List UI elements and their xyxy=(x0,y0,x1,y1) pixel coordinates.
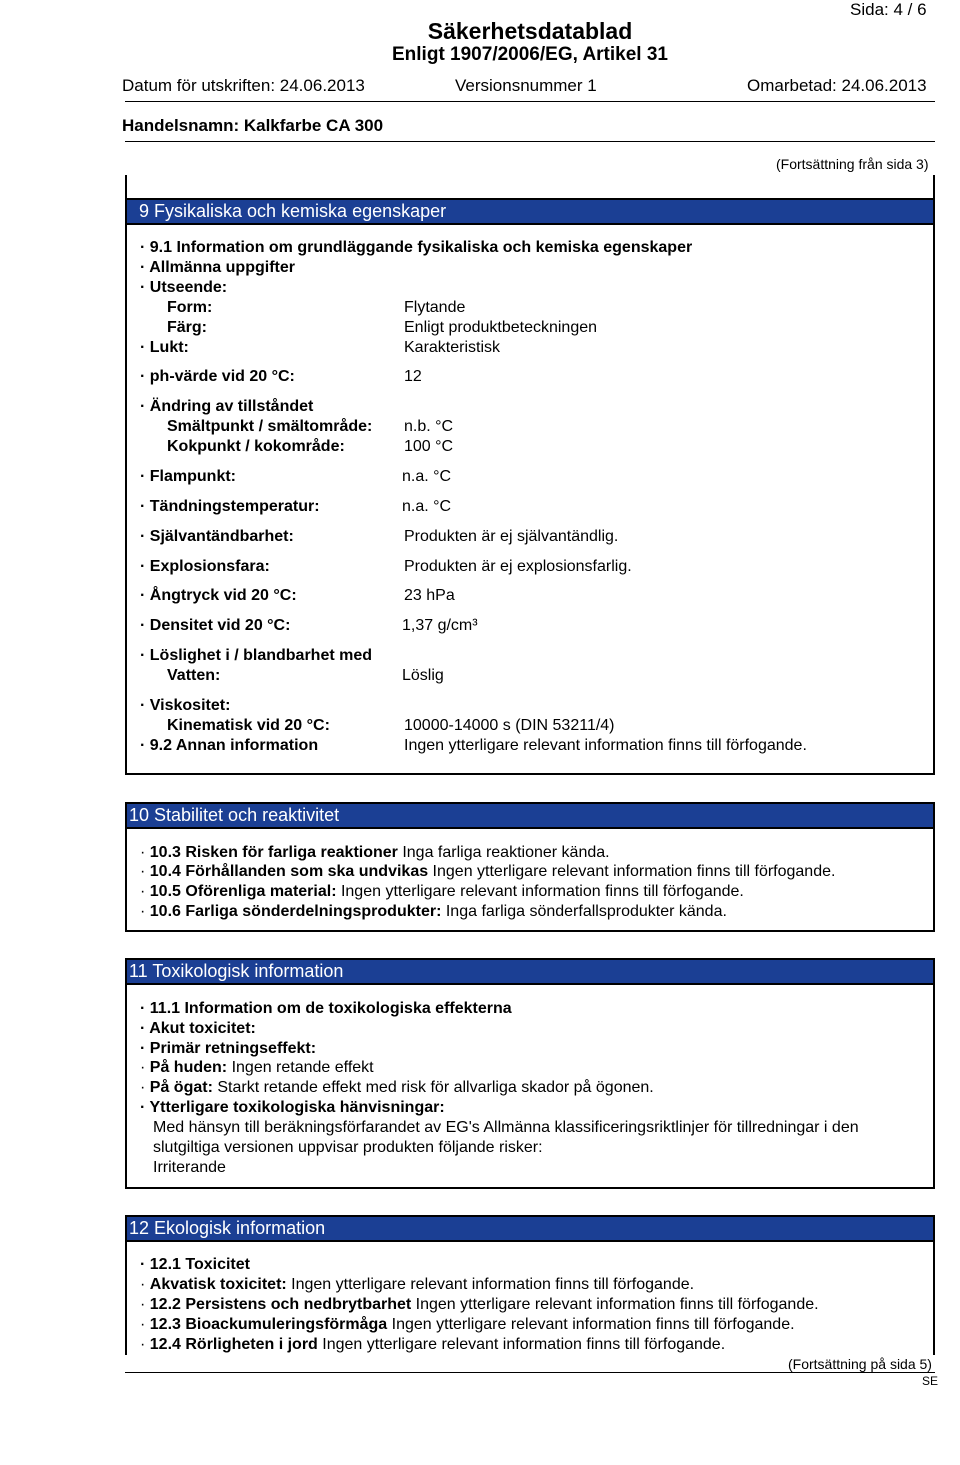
s11-row-1: · 11.1 Information om de toxikologiska effekterna xyxy=(140,1000,512,1017)
s11-row-8: slutgiltiga versionen uppvisar produkten följande risker: xyxy=(153,1139,543,1156)
s11-row-6: · Ytterligare toxikologiska hänvisningar: xyxy=(140,1099,445,1116)
s9-selfignition-label: · Självantändbarhet: xyxy=(140,528,294,545)
s9-color-label: Färg: xyxy=(167,319,207,336)
s10-row-2: · 10.4 Förhållanden som ska undvikas Ingen ytterligare relevant information finns till förfogande. xyxy=(140,863,836,880)
s9-kinematic-value: 10000-14000 s (DIN 53211/4) xyxy=(404,717,615,734)
s9-ignition-value: n.a. °C xyxy=(402,498,452,515)
country-code: SE xyxy=(922,1374,939,1388)
s12-row-3: · 12.2 Persistens och nedbrytbarhet Ingen ytterligare relevant information finns till förfogande. xyxy=(140,1296,819,1313)
section-9-title: 9 Fysikaliska och kemiska egenskaper xyxy=(125,198,935,225)
s9-viscosity: · Viskositet: xyxy=(140,697,231,714)
print-date: Datum för utskriften: 24.06.2013 xyxy=(122,76,365,95)
section-11-title: 11 Toxikologisk information xyxy=(125,958,935,985)
s12-row-5: · 12.4 Rörligheten i jord Ingen ytterligare relevant information finns till förfogande. xyxy=(140,1336,726,1353)
s10-row-4: · 10.6 Farliga sönderdelningsprodukter: Inga farliga sönderfallsprodukter kända. xyxy=(140,903,727,920)
s9-odor-label: · Lukt: xyxy=(140,339,189,356)
s11-row-7: Med hänsyn till beräkningsförfarandet av EG's Allmänna klassificeringsriktlinjer för tillredningar i den xyxy=(153,1119,859,1136)
s9-flash-value: n.a. °C xyxy=(402,468,452,485)
s9-melting-value: n.b. °C xyxy=(404,418,454,435)
s9-ph-label: · ph-värde vid 20 °C: xyxy=(140,368,295,385)
s9-info-heading: · 9.1 Information om grundläggande fysikaliska och kemiska egenskaper xyxy=(140,239,693,256)
continued-to: (Fortsättning på sida 5) xyxy=(788,1356,932,1372)
s9-appearance: · Utseende: xyxy=(140,279,228,296)
s9-ignition-label: · Tändningstemperatur: xyxy=(140,498,320,515)
s11-row-2: · Akut toxicitet: xyxy=(140,1020,256,1037)
footer-divider xyxy=(125,1372,935,1373)
s11-row-4: · På huden: Ingen retande effekt xyxy=(140,1059,374,1076)
s9-water-label: Vatten: xyxy=(167,667,221,684)
s11-row-9: Irriterande xyxy=(153,1159,226,1176)
s9-kinematic-label: Kinematisk vid 20 °C: xyxy=(167,717,330,734)
s12-row-2: · Akvatisk toxicitet: Ingen ytterligare relevant information finns till förfogande. xyxy=(140,1276,695,1293)
s9-boiling-value: 100 °C xyxy=(404,438,454,455)
s9-general: · Allmänna uppgifter xyxy=(140,259,295,276)
revised-date: Omarbetad: 24.06.2013 xyxy=(747,76,927,95)
s9-other-value: Ingen ytterligare relevant information finns till förfogande. xyxy=(404,737,807,754)
s11-row-5: · På ögat: Starkt retande effekt med risk för allvarliga skador på ögonen. xyxy=(140,1079,654,1096)
s9-density-value: 1,37 g/cm³ xyxy=(402,617,478,634)
page-number: Sida: 4 / 6 xyxy=(850,0,927,19)
s9-water-value: Löslig xyxy=(402,667,444,684)
s9-density-label: · Densitet vid 20 °C: xyxy=(140,617,291,634)
version-number: Versionsnummer 1 xyxy=(455,76,597,95)
header-divider-2 xyxy=(125,141,935,142)
s9-form-value: Flytande xyxy=(404,299,466,316)
s9-ph-value: 12 xyxy=(404,368,422,385)
s9-explosion-label: · Explosionsfara: xyxy=(140,558,270,575)
s12-row-1: · 12.1 Toxicitet xyxy=(140,1256,250,1273)
s9-other-label: · 9.2 Annan information xyxy=(140,737,319,754)
s9-vapour-value: 23 hPa xyxy=(404,587,455,604)
section-12-title: 12 Ekologisk information xyxy=(125,1215,935,1242)
header-divider xyxy=(125,101,935,102)
s11-row-3: · Primär retningseffekt: xyxy=(140,1040,317,1057)
continued-from: (Fortsättning från sida 3) xyxy=(776,156,929,172)
s12-row-4: · 12.3 Bioackumuleringsförmåga Ingen ytterligare relevant information finns till förfogande. xyxy=(140,1316,795,1333)
s10-row-3: · 10.5 Oförenliga material: Ingen ytterligare relevant information finns till förfogande. xyxy=(140,883,744,900)
section-10-title: 10 Stabilitet och reaktivitet xyxy=(125,802,935,829)
trade-name: Handelsnamn: Kalkfarbe CA 300 xyxy=(122,116,384,135)
s9-vapour-label: · Ångtryck vid 20 °C: xyxy=(140,587,297,604)
s9-explosion-value: Produkten är ej explosionsfarlig. xyxy=(404,558,632,575)
document-subtitle: Enligt 1907/2006/EG, Artikel 31 xyxy=(392,44,668,65)
s9-color-value: Enligt produktbeteckningen xyxy=(404,319,598,336)
s9-melting-label: Smältpunkt / smältområde: xyxy=(167,418,373,435)
s9-selfignition-value: Produkten är ej självantändlig. xyxy=(404,528,619,545)
s9-state-change: · Ändring av tillståndet xyxy=(140,398,314,415)
s10-row-1: · 10.3 Risken för farliga reaktioner Inga farliga reaktioner kända. xyxy=(140,844,610,861)
s9-solubility: · Löslighet i / blandbarhet med xyxy=(140,647,373,664)
s9-flash-label: · Flampunkt: xyxy=(140,468,236,485)
s9-odor-value: Karakteristisk xyxy=(404,339,501,356)
s9-boiling-label: Kokpunkt / kokområde: xyxy=(167,438,345,455)
document-title: Säkerhetsdatablad xyxy=(427,18,633,44)
s9-form-label: Form: xyxy=(167,299,213,316)
